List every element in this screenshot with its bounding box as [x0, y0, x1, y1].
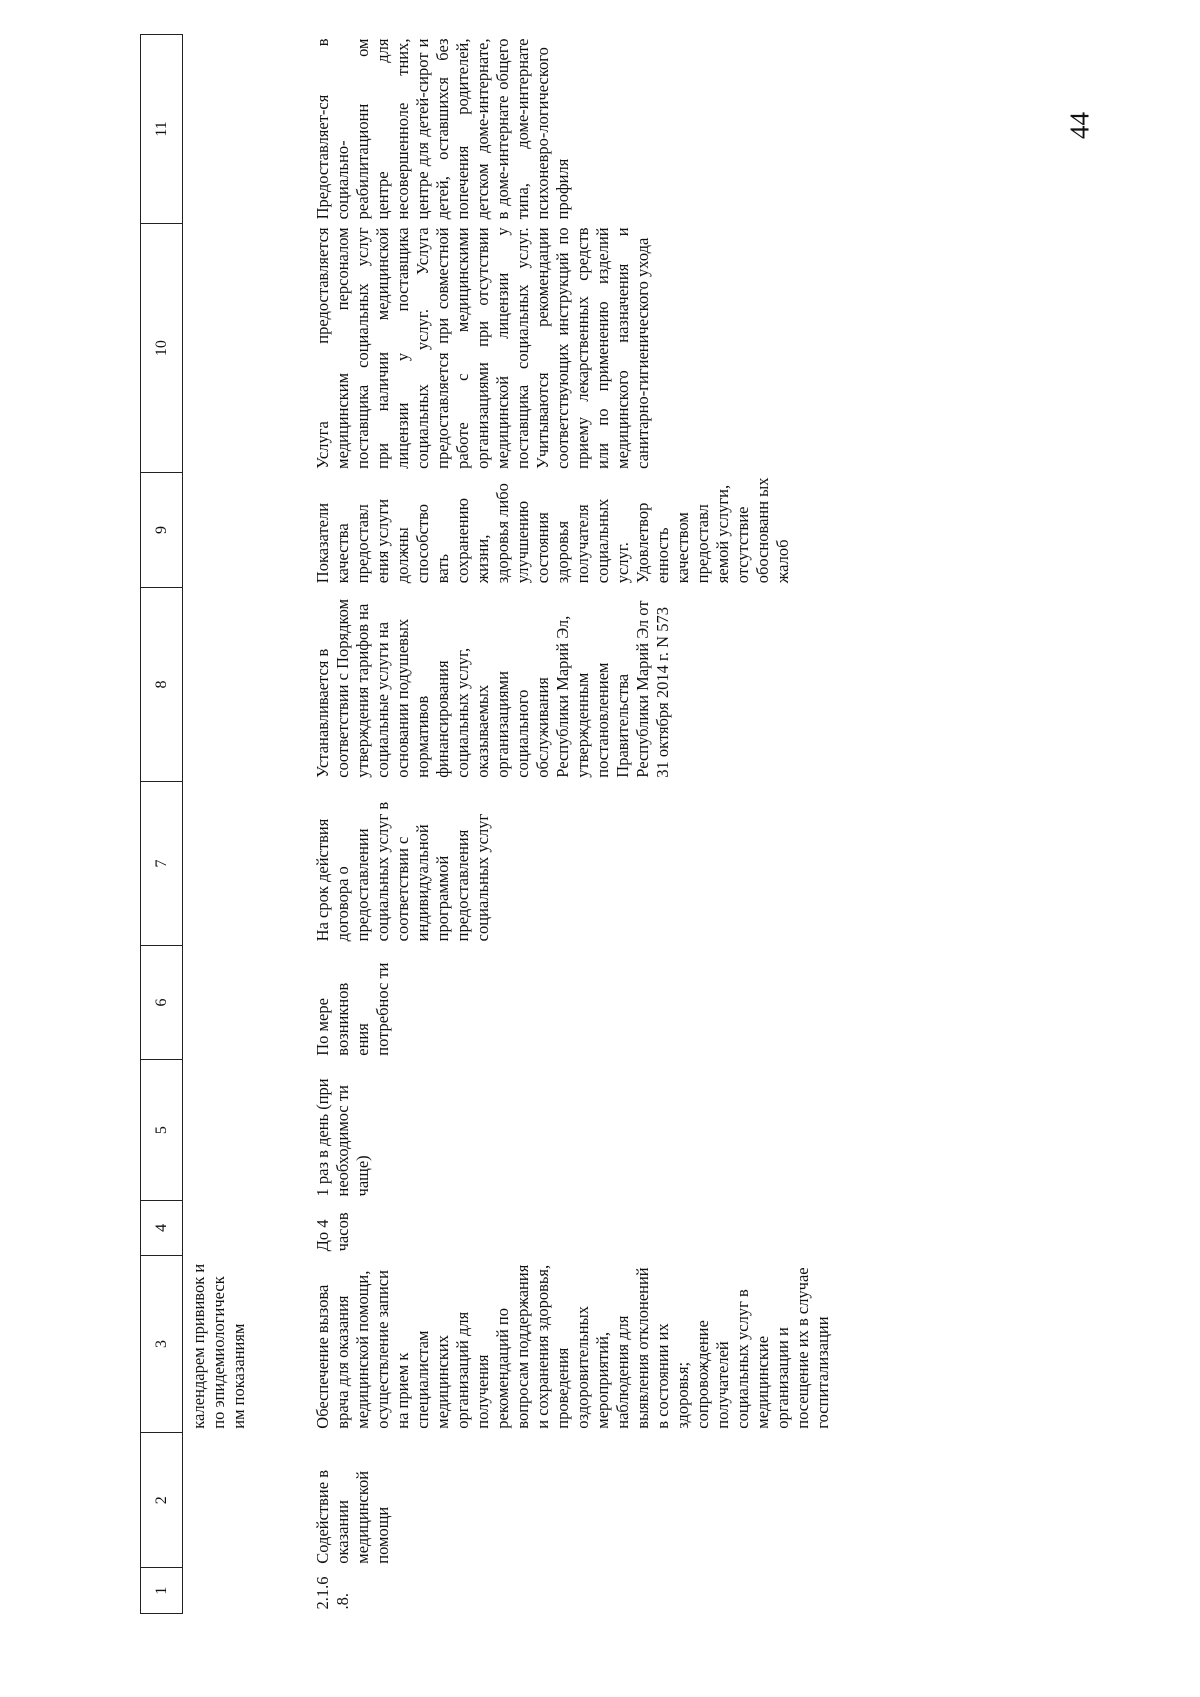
service-frequency: 1 раз в день (при необходимос ти чаще) — [313, 1078, 372, 1197]
header-cell: 3 — [141, 1255, 183, 1432]
service-description: Обеспечение вызова врача для оказания медицинской помощи, осуществление записи на прием к специалистам медицинских организаций для получения рекомендаций по вопросам поддержания и сохранения здоровья, проведения оздоровительных мероприятий, наблюдения для выявления отклонений в состоянии их здоровья; сопровождение получателей социальных услуг в медицинские организации и посещение их в случае госпитализации — [313, 1264, 832, 1429]
provider-types: Предоставляет-ся в социально-реабилитационн ом центре для несовершенноле тних, центре для детей-сирот и детей, оставшихся без попечения родителей, детском доме-интернате, в доме-интернате общего типа, доме-интернате психоневро-логического профиля — [313, 38, 572, 220]
service-period: На срок действия договора о предоставлении социальных услуг в соответствии с индивидуальной программой предоставления социальных услуг — [313, 801, 492, 942]
continued-text: календарем прививок и по эпидемиологическ им показаниям — [189, 1263, 248, 1429]
services-table — [140, 34, 833, 1614]
header-cell: 4 — [141, 1200, 183, 1255]
service-tariff: Устанавливается в соответствии с Порядком утверждения тарифов на социальные услуги на основании подушевых нормативов финансирования социальных услуг, оказываемых организациями социального обслуживания Республики Марий Эл, утвержденным постановлением Правительства Республики Марий Эл от 31 октября 2014 г. N 573 — [313, 598, 672, 778]
row-number: 2.1.6 .8. — [313, 1576, 352, 1610]
header-cell: 2 — [141, 1433, 183, 1568]
header-cell: 1 — [141, 1568, 183, 1614]
header-row — [141, 35, 183, 1614]
page-number: 44 — [1064, 112, 1095, 139]
header-cell: 9 — [141, 473, 183, 587]
continued-row — [183, 35, 298, 1614]
header-cell: 7 — [141, 782, 183, 946]
header-cell: 6 — [141, 945, 183, 1059]
header-cell: 11 — [141, 35, 183, 224]
quality-indicators: Показатели качества предоставл ения услуги должны способство вать сохранению жизни, здоровья либо улучшению состояния здоровья получателя социальных услуг. Удовлетвор енность качеством предоставл яемой услуги, отсутствие обоснованн ых жалоб — [313, 477, 792, 584]
header-cell: 8 — [141, 587, 183, 782]
header-cell: 5 — [141, 1060, 183, 1201]
service-name: Содействие в оказании медицинской помощи — [313, 1470, 392, 1564]
service-timing: По мере возникнов ения потребнос ти — [313, 962, 392, 1056]
table-row — [297, 35, 833, 1614]
provision-conditions: Услуга предоставляется медицинским персоналом поставщика социальных услуг при наличии медицинской лицензии у поставщика социальных услуг. Услуга предоставляется при совместной работе с медицинскими организациями при отсутствии медицинской лицензии у поставщика социальных услуг. Учитываются рекомендации соответствующих инструкций по приему лекарственных средств или по применению изделий медицинского назначения и санитарно-гигиенического ухода — [313, 227, 652, 469]
header-cell: 10 — [141, 223, 183, 472]
rotated-table-wrapper — [140, 34, 1200, 1614]
service-duration: До 4 часов — [313, 1212, 352, 1252]
